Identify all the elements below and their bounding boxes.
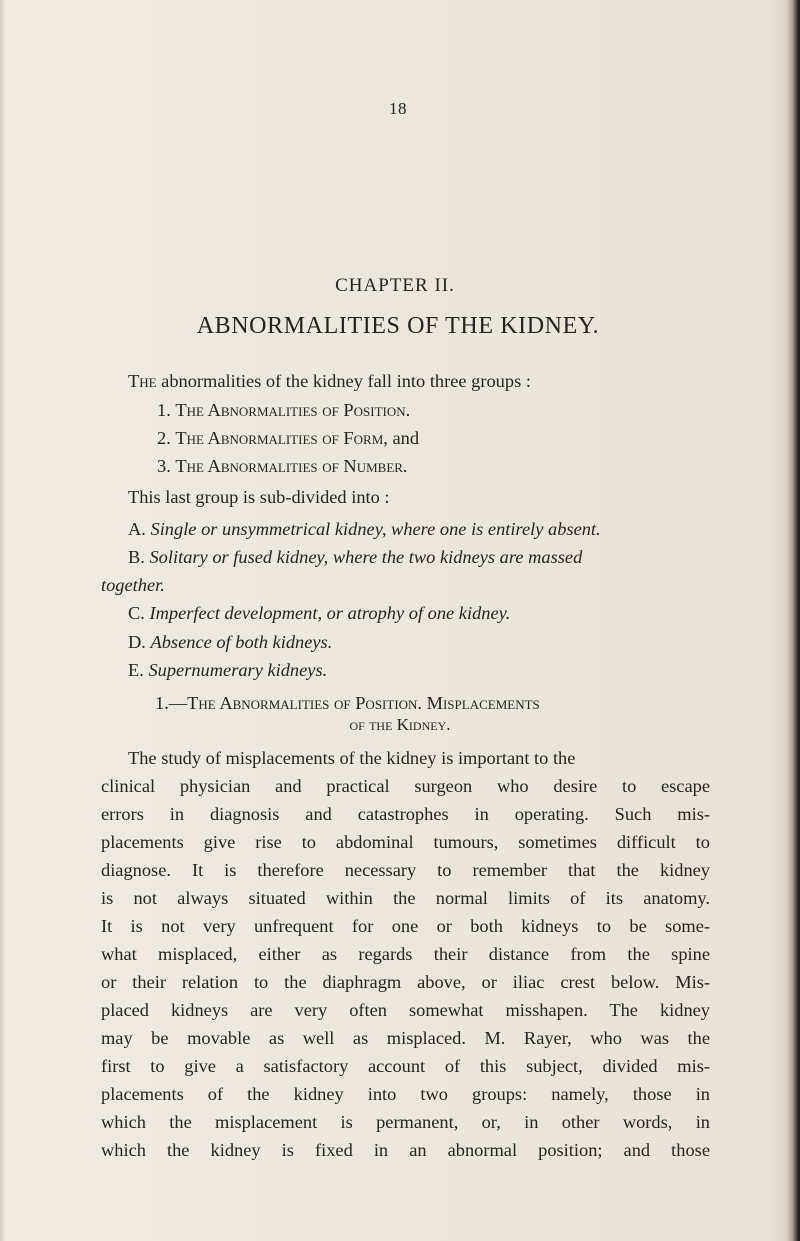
group-item: 3. The Abnormalities of Number.: [157, 456, 408, 476]
body-line: first to give a satisfactory account of this subject, divided mis-: [101, 1056, 710, 1076]
intro-text: abnormalities of the kidney fall into three groups :: [156, 371, 531, 391]
subdivision-intro: This last group is sub-divided into :: [128, 487, 390, 507]
intro-lead-word: The: [128, 371, 157, 391]
subdivision-item: D. Absence of both kidneys.: [128, 632, 333, 652]
group-item: 1. The Abnormalities of Position.: [157, 400, 411, 420]
body-line: which the kidney is fixed in an abnormal position; and those: [101, 1140, 710, 1160]
body-line: It is not very unfrequent for one or both kidneys to be some-: [101, 916, 710, 936]
body-line: placements of the kidney into two groups: namely, those in: [101, 1084, 710, 1104]
body-line: diagnose. It is therefore necessary to remember that the kidney: [101, 860, 710, 880]
body-line: may be movable as well as misplaced. M. Rayer, who was the: [101, 1028, 710, 1048]
body-line: placed kidneys are very often somewhat misshapen. The kidney: [101, 1000, 710, 1020]
chapter-label: CHAPTER II.: [335, 275, 455, 296]
subdivision-continuation: together.: [101, 575, 165, 595]
body-line: which the misplacement is permanent, or, in other words, in: [101, 1112, 710, 1132]
intro-line: [128, 369, 714, 393]
subdivision-item: C. Imperfect development, or atrophy of one kidney.: [128, 603, 511, 623]
subdivision-item: B. Solitary or fused kidney, where the two kidneys are massed: [128, 547, 583, 567]
body-line: errors in diagnosis and catastrophes in operating. Such mis-: [101, 804, 710, 824]
subdivision-item: E. Supernumerary kidneys.: [128, 660, 328, 680]
body-line: clinical physician and practical surgeon who desire to escape: [101, 776, 710, 796]
section-heading: 1.—The Abnormalities of Position. Misplacements: [155, 693, 540, 713]
page-gutter-shade: [0, 0, 6, 1241]
section-heading-continued: of the Kidney.: [349, 715, 451, 734]
body-line: placements give rise to abdominal tumours, sometimes difficult to: [101, 832, 710, 852]
body-line: The study of misplacements of the kidney is important to the: [128, 748, 576, 768]
page-number: 18: [389, 99, 407, 118]
group-item: 2. The Abnormalities of Form, and: [157, 428, 420, 448]
body-line: is not always situated within the normal limits of its anatomy.: [101, 888, 710, 908]
body-line: or their relation to the diaphragm above, or iliac crest below. Mis-: [101, 972, 710, 992]
subdivision-item: A. Single or unsymmetrical kidney, where one is entirely absent.: [128, 519, 601, 539]
body-line: what misplaced, either as regards their distance from the spine: [101, 944, 710, 964]
chapter-title: ABNORMALITIES OF THE KIDNEY.: [196, 313, 600, 339]
page-edge-shadow: [786, 0, 800, 1241]
